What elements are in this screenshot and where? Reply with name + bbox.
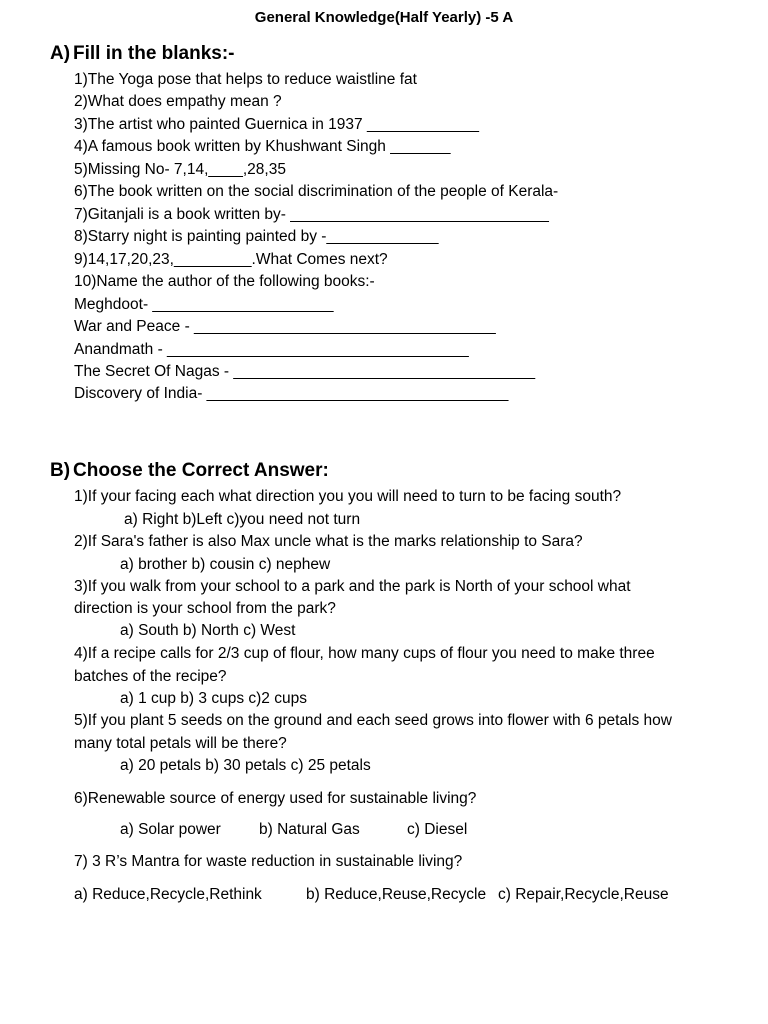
blank-question-8: 8)Starry night is painting painted by -_____________ bbox=[74, 228, 439, 245]
mcq-option-6b: b) Natural Gas bbox=[259, 821, 360, 838]
mcq-option-7a: a) Reduce,Recycle,Rethink bbox=[74, 886, 262, 903]
book-discovery-of-india: Discovery of India- ___________________________________ bbox=[74, 385, 509, 402]
mcq-options-5: a) 20 petals b) 30 petals c) 25 petals bbox=[120, 757, 371, 774]
blank-question-1: 1)The Yoga pose that helps to reduce waistline fat bbox=[74, 71, 417, 88]
mcq-option-7b: b) Reduce,Reuse,Recycle bbox=[306, 886, 487, 903]
blank-question-9: 9)14,17,20,23,_________.What Comes next? bbox=[74, 251, 388, 268]
blank-question-10: 10)Name the author of the following books:- bbox=[74, 273, 375, 290]
blank-question-5: 5)Missing No- 7,14,____,28,35 bbox=[74, 161, 286, 178]
book-meghdoot: Meghdoot- _____________________ bbox=[74, 296, 334, 313]
mcq-options-4: a) 1 cup b) 3 cups c)2 cups bbox=[120, 690, 307, 707]
mcq-question-7: 7) 3 R’s Mantra for waste reduction in sustainable living? bbox=[74, 853, 463, 870]
section-a-letter: A) bbox=[50, 43, 71, 64]
mcq-question-3-line-2: direction is your school from the park? bbox=[74, 600, 336, 617]
mcq-question-4-line-1: 4)If a recipe calls for 2/3 cup of flour, how many cups of flour you need to make three bbox=[74, 645, 655, 662]
section-b-heading bbox=[50, 460, 329, 482]
mcq-question-4-line-2: batches of the recipe? bbox=[74, 668, 227, 685]
book-anandmath: Anandmath - ___________________________________ bbox=[74, 341, 469, 358]
mcq-question-6: 6)Renewable source of energy used for sustainable living? bbox=[74, 790, 477, 807]
book-secret-of-nagas: The Secret Of Nagas - ___________________________________ bbox=[74, 363, 536, 380]
mcq-option-6c: c) Diesel bbox=[407, 821, 468, 838]
mcq-options-3: a) South b) North c) West bbox=[120, 622, 296, 639]
section-a-title: Fill in the blanks:- bbox=[73, 43, 235, 64]
blank-question-3: 3)The artist who painted Guernica in 1937 _____________ bbox=[74, 116, 480, 133]
book-war-and-peace: War and Peace - ___________________________________ bbox=[74, 318, 496, 335]
mcq-question-3-line-1: 3)If you walk from your school to a park and the park is North of your school what bbox=[74, 578, 631, 595]
blank-question-7: 7)Gitanjali is a book written by- ______________________________ bbox=[74, 206, 549, 223]
section-b-letter: B) bbox=[50, 460, 71, 481]
mcq-options-2: a) brother b) cousin c) nephew bbox=[120, 556, 331, 573]
section-b-title: Choose the Correct Answer: bbox=[73, 460, 329, 481]
blank-question-2: 2)What does empathy mean ? bbox=[74, 93, 282, 110]
blank-question-4: 4)A famous book written by Khushwant Singh _______ bbox=[74, 138, 451, 155]
mcq-options-1: a) Right b)Left c)you need not turn bbox=[124, 511, 361, 528]
blank-question-6: 6)The book written on the social discrimination of the people of Kerala- bbox=[74, 183, 559, 200]
mcq-option-7c: c) Repair,Recycle,Reuse bbox=[498, 886, 669, 903]
mcq-question-5-line-2: many total petals will be there? bbox=[74, 735, 287, 752]
mcq-question-2: 2)If Sara's father is also Max uncle what is the marks relationship to Sara? bbox=[74, 533, 583, 550]
document-title: General Knowledge(Half Yearly) -5 A bbox=[254, 9, 514, 26]
mcq-question-1: 1)If your facing each what direction you you will need to turn to be facing south? bbox=[74, 488, 622, 505]
mcq-option-6a: a) Solar power bbox=[120, 821, 221, 838]
mcq-question-5-line-1: 5)If you plant 5 seeds on the ground and each seed grows into flower with 6 petals how bbox=[74, 712, 672, 729]
section-a-heading bbox=[50, 43, 235, 65]
